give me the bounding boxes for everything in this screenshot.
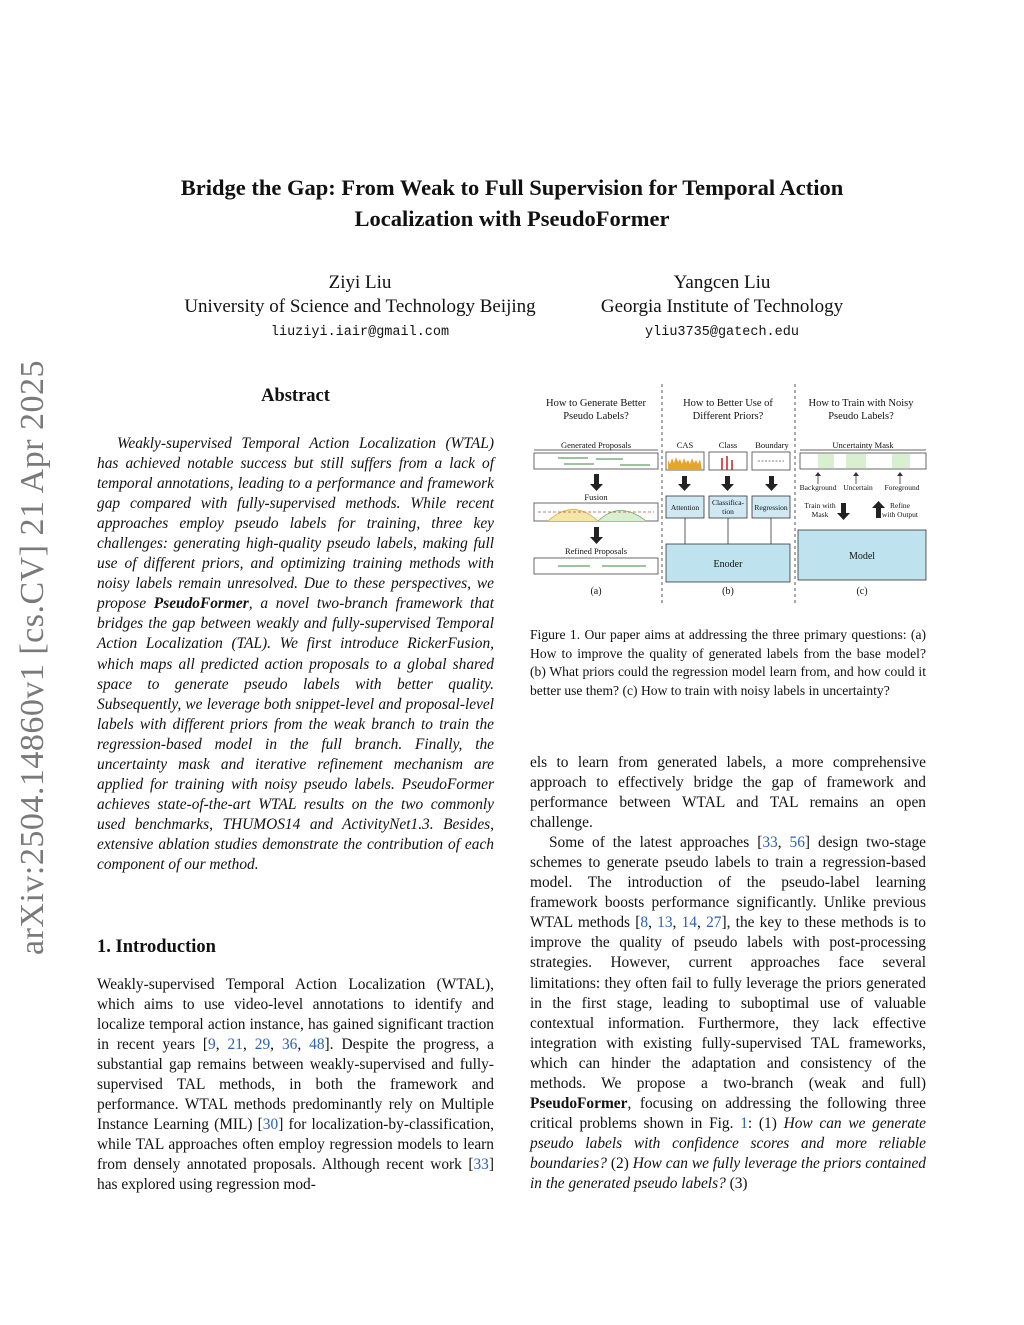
fig-label-b: (b) bbox=[722, 586, 734, 597]
fig-refine-2: with Output bbox=[881, 510, 919, 519]
citation-link[interactable]: 29 bbox=[254, 1036, 271, 1054]
boundary-box bbox=[752, 452, 790, 470]
fig-label-a: (a) bbox=[590, 586, 602, 597]
author-email[interactable]: yliu3735@gatech.edu bbox=[645, 325, 799, 340]
right-paragraph-2: Some of the latest approaches [33, 56] design two-stage schemes to generate pseudo labels to train a regression-based model. The introduction of the pseudo-label learning framework boosts performance significantly. Unlike previous WTAL methods [8, 13, 14, 27], the key to these methods is to improve the quality of pseudo labels with post-processing strategies. However, current approaches face several limitations: they often fail to fully leverage the priors generated in the first stage, leading to suboptimal use of valuable contextual information. Furthermore, they lack effective integration with existing fully-supervised TAL frameworks, which can hinder the adaptation and consistency of the methods. We propose a two-branch (weak and full) PseudoFormer, focusing on addressing the following three critical problems shown in Fig. 1: (1) How can we generate pseudo labels with confidence scores and more reliable boundaries? (2) How can we fully leverage the priors contained in the generated pseudo labels? (3) bbox=[530, 834, 926, 1192]
author-name: Yangcen Liu bbox=[673, 272, 771, 293]
fig-uncertain: Uncertain bbox=[843, 483, 873, 492]
intro-paragraph: Weakly-supervised Temporal Action Localization (WTAL), which aims to use video-level annotations to identify and localize temporal action instance, has gained significant traction in recent years [9, 21, 29, 36, 48]. Despite the progress, a substantial gap remains between weakly-supervised and fully-supervised TAL methods, in both the framework and performance. WTAL methods predominantly rely on Multiple Instance Learning (MIL) [30] for localization-by-classification, while TAL approaches often employ regression models to learn from densely annotated proposals. Although recent work [33] has explored using regression mod- bbox=[97, 976, 494, 1194]
arxiv-identifier: arXiv:2504.14860v1 [cs.CV] 21 Apr 2025 bbox=[14, 359, 51, 955]
fig-col-c-title-1: How to Train with Noisy bbox=[808, 398, 914, 409]
fig-uncertainty-mask: Uncertainty Mask bbox=[832, 440, 894, 450]
abstract-text-1: Weakly-supervised Temporal Action Localization (WTAL) has achieved notable success but still suffers from a lack of temporal annotations, leading to a performance and framework gap compared with fully-supervised methods. While recent approaches employ pseudo labels for training, three key challenges: generating high-quality pseudo labels, making full use of different priors, and optimizing training methods with noisy labels remain unresolved. Due to these perspectives, we propose bbox=[97, 435, 494, 613]
author-block-1 bbox=[160, 271, 560, 345]
citation-link[interactable]: 36 bbox=[281, 1036, 298, 1054]
right-paragraph-1: els to learn from generated labels, a more comprehensive approach to effectively bridge the gap of framework and performance between WTAL and TAL remains an open challenge. bbox=[530, 754, 926, 832]
citation-link[interactable]: 21 bbox=[227, 1036, 243, 1054]
fig-class: Class bbox=[718, 440, 738, 450]
citation-link[interactable]: 27 bbox=[706, 914, 722, 932]
citation-link[interactable]: 30 bbox=[262, 1116, 279, 1134]
figure-1-caption: Figure 1. Our paper aims at addressing the three primary questions: (a) How to improve the quality of generated labels from the base model? (b) What priors could the regression model learn from, and how could it better use them? (c) How to train with noisy labels in uncertainty? bbox=[530, 627, 926, 698]
citation-link[interactable]: 14 bbox=[681, 914, 697, 932]
citation-link[interactable]: 33 bbox=[762, 834, 778, 852]
fig-model: Model bbox=[848, 551, 876, 562]
fig-train-with-1: Train with bbox=[804, 501, 836, 510]
fig-encoder: Enoder bbox=[713, 559, 743, 570]
citation-link[interactable]: 48 bbox=[309, 1036, 325, 1054]
right-column-text bbox=[530, 753, 926, 1194]
abstract-method-name: PseudoFormer bbox=[153, 595, 249, 613]
citation-link[interactable]: 56 bbox=[789, 834, 805, 852]
fig-background: Background bbox=[799, 483, 837, 492]
fig-attention: Attention bbox=[670, 503, 700, 512]
fig-classification-1: Classifica- bbox=[711, 498, 745, 507]
author-email[interactable]: liuziyi.iair@gmail.com bbox=[270, 325, 450, 340]
class-box bbox=[709, 452, 747, 470]
fig-refine-1: Refine bbox=[890, 501, 910, 510]
abstract-body bbox=[97, 434, 494, 875]
fig-boundary: Boundary bbox=[755, 440, 789, 450]
citation-link[interactable]: 9 bbox=[208, 1036, 216, 1054]
author-affiliation: University of Science and Technology Beijing bbox=[184, 296, 536, 317]
fig-classification-2: tion bbox=[722, 507, 734, 516]
title-line-2: Localization with PseudoFormer bbox=[354, 206, 670, 231]
fig-label-c: (c) bbox=[856, 586, 868, 597]
generated-proposals-track bbox=[534, 453, 658, 469]
author-affiliation: Georgia Institute of Technology bbox=[600, 296, 844, 317]
title-line-1: Bridge the Gap: From Weak to Full Supervision for Temporal Action bbox=[180, 175, 844, 200]
fig-col-c-title-2: Pseudo Labels? bbox=[828, 411, 894, 422]
method-name: PseudoFormer bbox=[530, 1094, 628, 1112]
author-block-2 bbox=[572, 271, 872, 345]
fig-col-b-title-2: Different Priors? bbox=[692, 411, 764, 422]
citation-link[interactable]: 33 bbox=[473, 1156, 489, 1174]
fig-foreground: Foreground bbox=[884, 483, 920, 492]
paper-title bbox=[120, 172, 904, 234]
figure-1-diagram bbox=[528, 380, 928, 612]
abstract-heading: Abstract bbox=[261, 386, 330, 406]
fig-col-a-title-1: How to Generate Better bbox=[545, 398, 647, 409]
fig-fusion: Fusion bbox=[584, 492, 608, 502]
figure-reference-link[interactable]: 1 bbox=[740, 1114, 748, 1132]
fig-train-with-2: Mask bbox=[811, 510, 829, 519]
fig-generated-proposals: Generated Proposals bbox=[560, 440, 632, 450]
fig-refined-proposals: Refined Proposals bbox=[564, 546, 628, 556]
fig-cas: CAS bbox=[676, 440, 694, 450]
section-heading-introduction: 1. Introduction bbox=[97, 937, 216, 957]
citation-link[interactable]: 13 bbox=[657, 914, 673, 932]
fig-regression: Regression bbox=[754, 503, 788, 512]
abstract-text-2: , a novel two-branch framework that bridges the gap between weakly and fully-supervised Temporal Action Localization (TAL). We first introduce RickerFusion, which maps all predicted action proposals to a global shared space to generate pseudo labels with better quality. Subsequently, we leverage both snippet-level and proposal-level labels with different priors from the weak branch to train the regression-based model in the full branch. Finally, the uncertainty mask and iterative refinement mechanism are applied for training with noisy pseudo labels. PseudoFormer achieves state-of-the-art WTAL results on the two commonly used benchmarks, THUMOS14 and ActivityNet1.3. Besides, extensive ablation studies demonstrate the contribution of each component of our method. bbox=[97, 595, 494, 873]
author-name: Ziyi Liu bbox=[328, 272, 392, 293]
fig-col-b-title-1: How to Better Use of bbox=[683, 398, 773, 409]
fig-col-a-title-2: Pseudo Labels? bbox=[563, 411, 629, 422]
citation-link[interactable]: 8 bbox=[640, 914, 649, 932]
